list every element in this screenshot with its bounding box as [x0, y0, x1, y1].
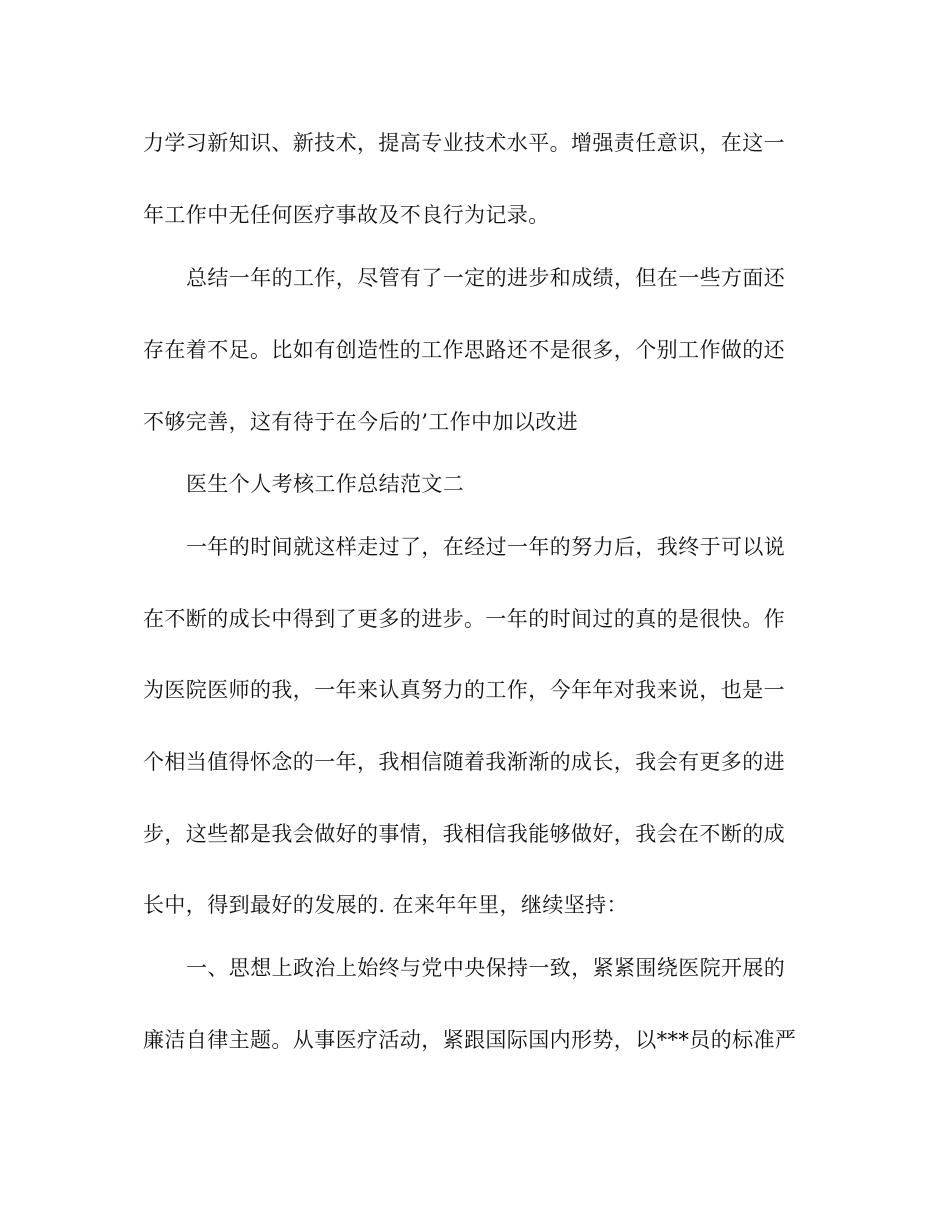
paragraph-start-line: 一、思想上政治上始终与党中央保持一致，紧紧围绕医院开展的 — [186, 956, 786, 980]
text-line: 步，这些都是我会做好的事情，我相信我能够做好，我会在不断的成 — [143, 822, 785, 846]
text-line: 长中，得到最好的发展的. 在来年年里，继续坚持： — [143, 893, 628, 917]
text-line: 廉洁自律主题。从事医疗活动，紧跟国际国内形势，以***员的标准严 — [143, 1028, 797, 1052]
paragraph-start-line: 一年的时间就这样走过了，在经过一年的努力后，我终于可以说 — [186, 535, 786, 559]
section-heading: 医生个人考核工作总结范文二 — [186, 472, 465, 496]
text-line: 存在着不足。比如有创造性的工作思路还不是很多，个别工作做的还 — [143, 338, 785, 362]
text-line: 不够完善，这有待于在今后的’工作中加以改进 — [143, 410, 579, 434]
text-line: 年工作中无任何医疗事故及不良行为记录。 — [143, 203, 550, 227]
text-line: 为医院医师的我，一年来认真努力的工作，今年年对我来说，也是一 — [143, 678, 785, 702]
text-line: 力学习新知识、新技术，提高专业技术水平。增强责任意识，在这一 — [143, 131, 785, 155]
text-line: 在不断的成长中得到了更多的进步。一年的时间过的真的是很快。作 — [143, 607, 785, 631]
text-line: 个相当值得怀念的一年，我相信随着我渐渐的成长，我会有更多的进 — [143, 750, 785, 774]
paragraph-start-line: 总结一年的工作，尽管有了一定的进步和成绩，但在一些方面还 — [186, 266, 786, 290]
